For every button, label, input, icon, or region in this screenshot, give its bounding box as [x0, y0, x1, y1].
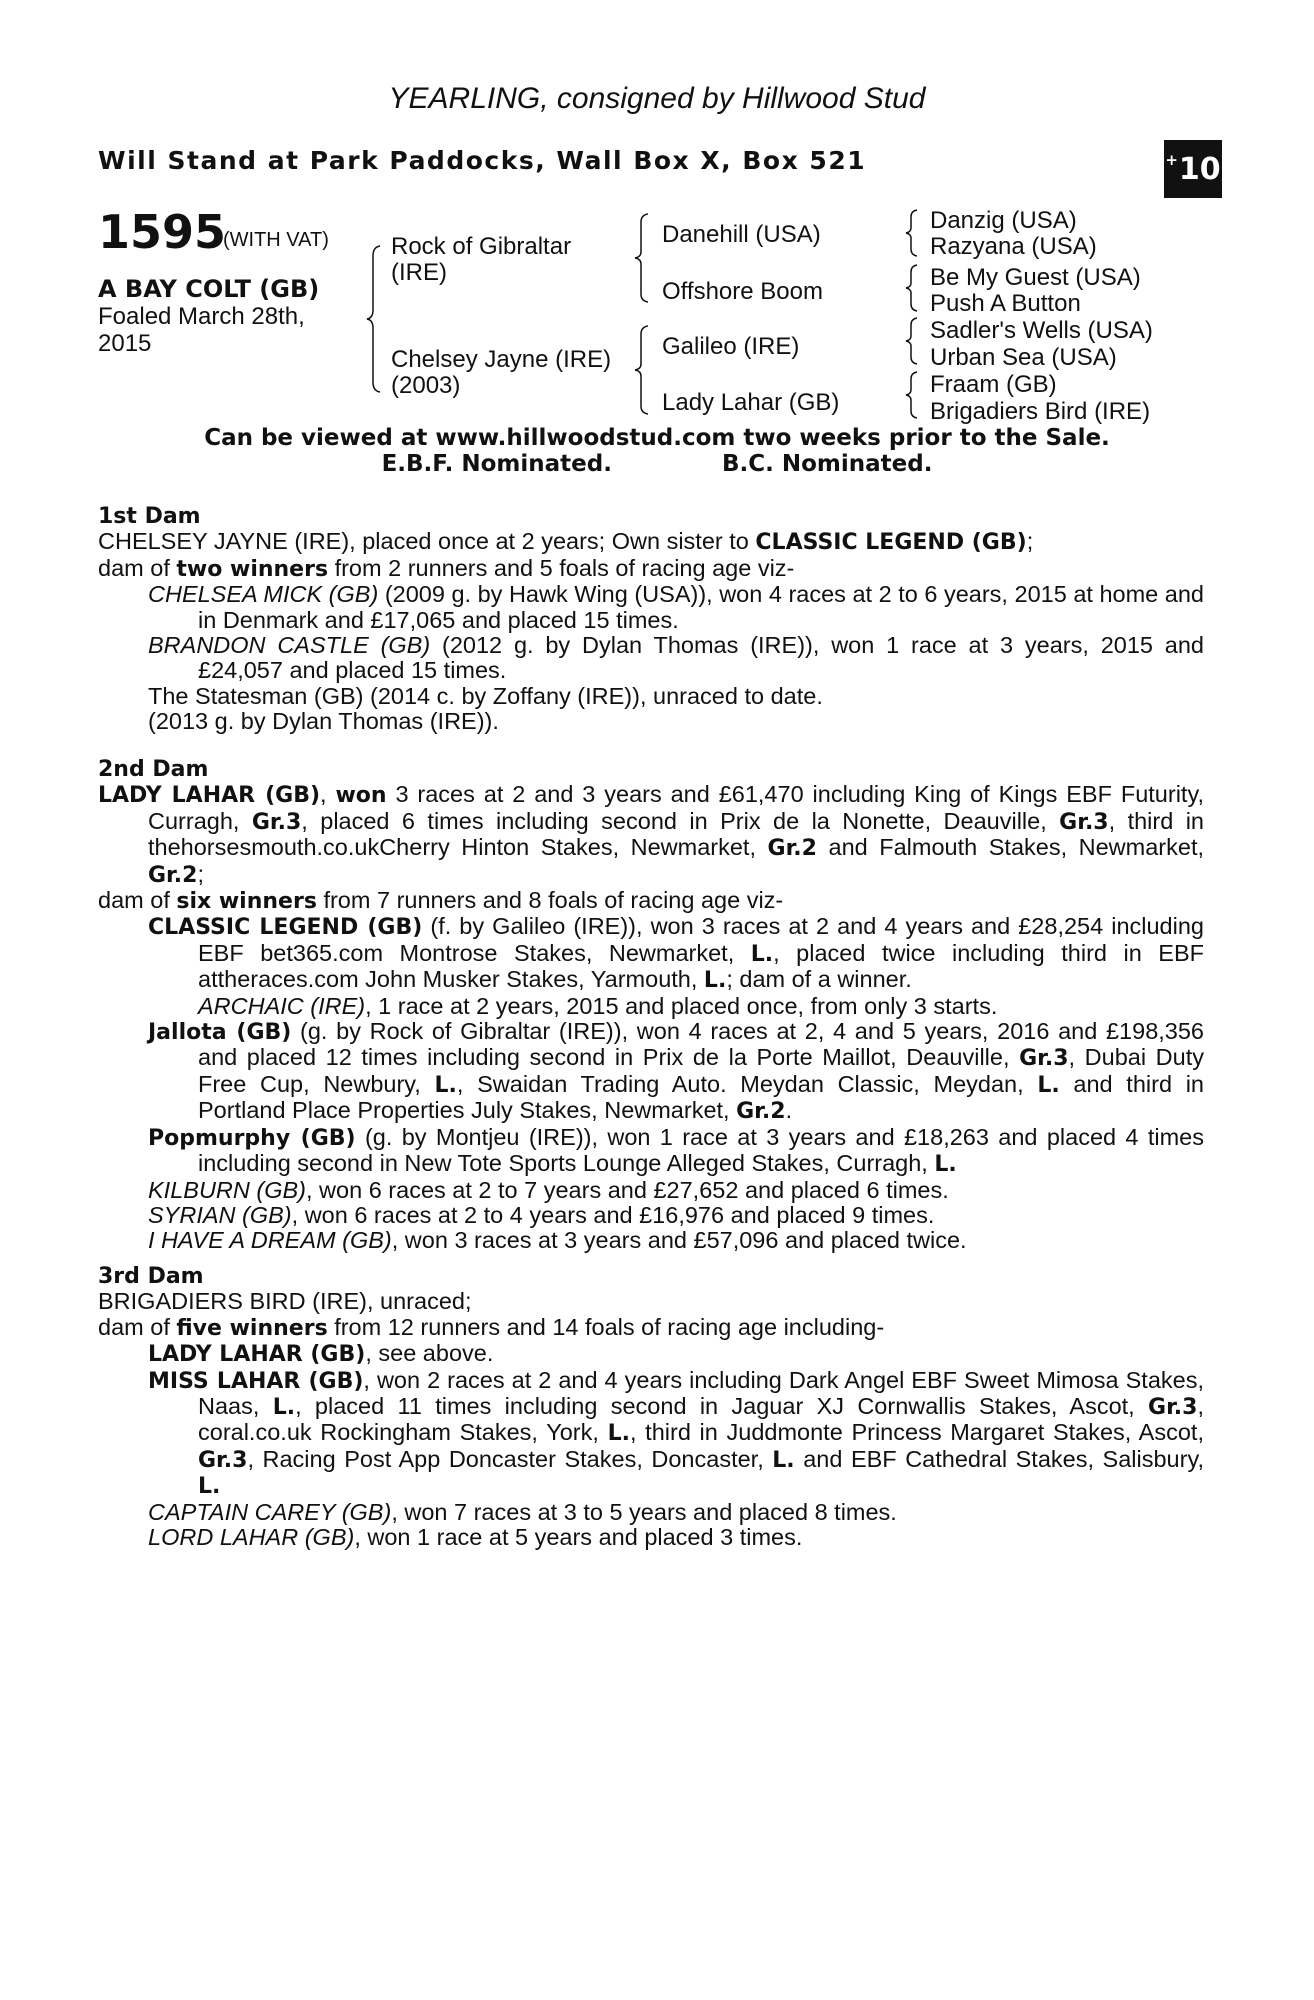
produce-entry: KILBURN (GB), won 6 races at 2 to 7 years and £27,652 and placed 6 times.	[148, 1176, 949, 1203]
third-dam-heading: 3rd Dam	[98, 1264, 204, 1289]
pedigree-brace-g4	[904, 370, 920, 420]
page-title: YEARLING, consigned by Hillwood Stud	[388, 82, 926, 115]
pedigree-brace-g3	[904, 316, 920, 366]
pedigree-sire: Rock of Gibraltar (IRE)	[391, 233, 572, 286]
pedigree-brace-dam	[634, 324, 652, 416]
pedigree-sire-dam: Offshore Boom	[662, 278, 823, 305]
pedigree-g3-7: Fraam (GB)	[930, 371, 1057, 398]
third-dam-line: BRIGADIERS BIRD (IRE), unraced;	[98, 1288, 472, 1315]
produce-entry: CHELSEA MICK (GB) (2009 g. by Hawk Wing (USA)), won 4 races at 2 to 6 years, 2015 at home and in Denmark and £17,065 and placed 15 times.	[148, 581, 1204, 633]
pedigree-brace-g2	[904, 263, 920, 313]
second-dam-produce-line: dam of six winners from 7 runners and 8 foals of racing age viz-	[98, 887, 784, 915]
produce-entry: I HAVE A DREAM (GB), won 3 races at 3 years and £57,096 and placed twice.	[148, 1227, 967, 1254]
pedigree-g3-8: Brigadiers Bird (IRE)	[930, 398, 1151, 425]
pedigree-g3-6: Urban Sea (USA)	[930, 344, 1117, 371]
pedigree-g3-3: Be My Guest (USA)	[930, 264, 1141, 291]
viewing-notice: Can be viewed at www.hillwoodstud.com two weeks prior to the Sale.	[204, 425, 1110, 451]
second-dam-heading: 2nd Dam	[98, 757, 209, 782]
pedigree-brace-sire	[634, 212, 652, 304]
produce-entry: LORD LAHAR (GB), won 1 race at 5 years and placed 3 times.	[148, 1524, 803, 1551]
third-dam-produce-line: dam of five winners from 12 runners and 14 foals of racing age including-	[98, 1313, 885, 1341]
produce-entry: CAPTAIN CAREY (GB), won 7 races at 3 to 5 years and placed 8 times.	[148, 1498, 897, 1525]
badge-number: 10	[1178, 151, 1221, 187]
first-dam-heading: 1st Dam	[98, 504, 201, 529]
ebf-nominated: E.B.F. Nominated.	[381, 451, 612, 477]
first-dam-line: CHELSEY JAYNE (IRE), placed once at 2 years; Own sister to CLASSIC LEGEND (GB);	[98, 528, 1034, 556]
produce-entry: SYRIAN (GB), won 6 races at 2 to 4 years and £16,976 and placed 9 times.	[148, 1201, 935, 1228]
third-dam-section	[98, 1264, 1204, 1550]
pedigree-dam-dam: Lady Lahar (GB)	[662, 389, 840, 416]
produce-entry: LADY LAHAR (GB), see above.	[148, 1340, 494, 1368]
produce-entry: CLASSIC LEGEND (GB) (f. by Galileo (IRE)), won 3 races at 2 and 4 years and £28,254 including EBF bet365.com Montrose Stakes, Newmarket, L., placed twice including third in EBF attheraces.com John Musker Stakes, Yarmouth, L.; dam of a winner.	[148, 913, 1204, 994]
produce-entry: The Statesman (GB) (2014 c. by Zoffany (IRE)), unraced to date.	[148, 682, 823, 709]
produce-entry-foal: ARCHAIC (IRE), 1 race at 2 years, 2015 and placed once, from only 3 starts.	[198, 992, 998, 1019]
pedigree-dam: Chelsey Jayne (IRE) (2003)	[391, 346, 612, 399]
produce-entry: Jallota (GB) (g. by Rock of Gibraltar (IRE)), won 4 races at 2, 4 and 5 years, 2016 and £198,356 and placed 12 times including second in Prix de la Porte Maillot, Deauville, Gr.3, Dubai Duty Free Cup, Newbury, L., Swaidan Trading Auto. Meydan Classic, Meydan, L. and third in Portland Place Properties July Stakes, Newmarket, Gr.2.	[148, 1018, 1204, 1125]
produce-entry: (2013 g. by Dylan Thomas (IRE)).	[148, 708, 499, 735]
first-dam-section	[98, 504, 1204, 735]
pedigree-brace-1	[366, 244, 386, 394]
vat-note: (WITH VAT)	[223, 229, 329, 251]
bc-nominated: B.C. Nominated.	[721, 451, 933, 477]
badge-plus: +	[1165, 151, 1178, 169]
sale-badge	[1164, 140, 1222, 198]
produce-entry: MISS LAHAR (GB), won 2 races at 2 and 4 years including Dark Angel EBF Sweet Mimosa Stakes, Naas, L., placed 11 times including second in Jaguar XJ Cornwallis Stakes, Ascot, Gr.3, coral.co.uk Rockingham Stakes, York, L., third in Juddmonte Princess Margaret Stakes, Ascot, Gr.3, Racing Post App Doncaster Stakes, Doncaster, L. and EBF Cathedral Stakes, Salisbury, L.	[148, 1366, 1204, 1500]
produce-entry: Popmurphy (GB) (g. by Montjeu (IRE)), won 1 race at 3 years and £18,263 and placed 4 times including second in New Tote Sports Lounge Alleged Stakes, Curragh, L.	[148, 1123, 1204, 1178]
pedigree-dam-sire: Galileo (IRE)	[662, 333, 800, 360]
second-dam-section	[98, 757, 1204, 1254]
lot-number: 1595	[98, 205, 227, 259]
pedigree-brace-g1	[904, 208, 920, 258]
first-dam-produce-line: dam of two winners from 2 runners and 5 foals of racing age viz-	[98, 554, 795, 582]
pedigree-g3-4: Push A Button	[930, 290, 1081, 317]
foaled-date: Foaled March 28th, 2015	[98, 303, 305, 357]
produce-entry: BRANDON CASTLE (GB) (2012 g. by Dylan Thomas (IRE)), won 1 race at 3 years, 2015 and £24,057 and placed 15 times.	[148, 632, 1205, 684]
stand-location: Will Stand at Park Paddocks, Wall Box X, Box 521	[98, 146, 867, 175]
nomination-notice	[0, 451, 1314, 477]
lot-description: A BAY COLT (GB)	[98, 275, 320, 303]
pedigree-g3-1: Danzig (USA)	[930, 207, 1077, 234]
pedigree-g3-2: Razyana (USA)	[930, 233, 1097, 260]
pedigree-g3-5: Sadler's Wells (USA)	[930, 317, 1153, 344]
pedigree-sire-sire: Danehill (USA)	[662, 221, 821, 248]
second-dam-record: LADY LAHAR (GB), won 3 races at 2 and 3 years and £61,470 including King of Kings EBF Futurity, Curragh, Gr.3, placed 6 times including second in Prix de la Nonette, Deauville, Gr.3, third in thehorsesmouth.co.ukCherry Hinton Stakes, Newmarket, Gr.2 and Falmouth Stakes, Newmarket, Gr.2;	[98, 781, 1204, 888]
